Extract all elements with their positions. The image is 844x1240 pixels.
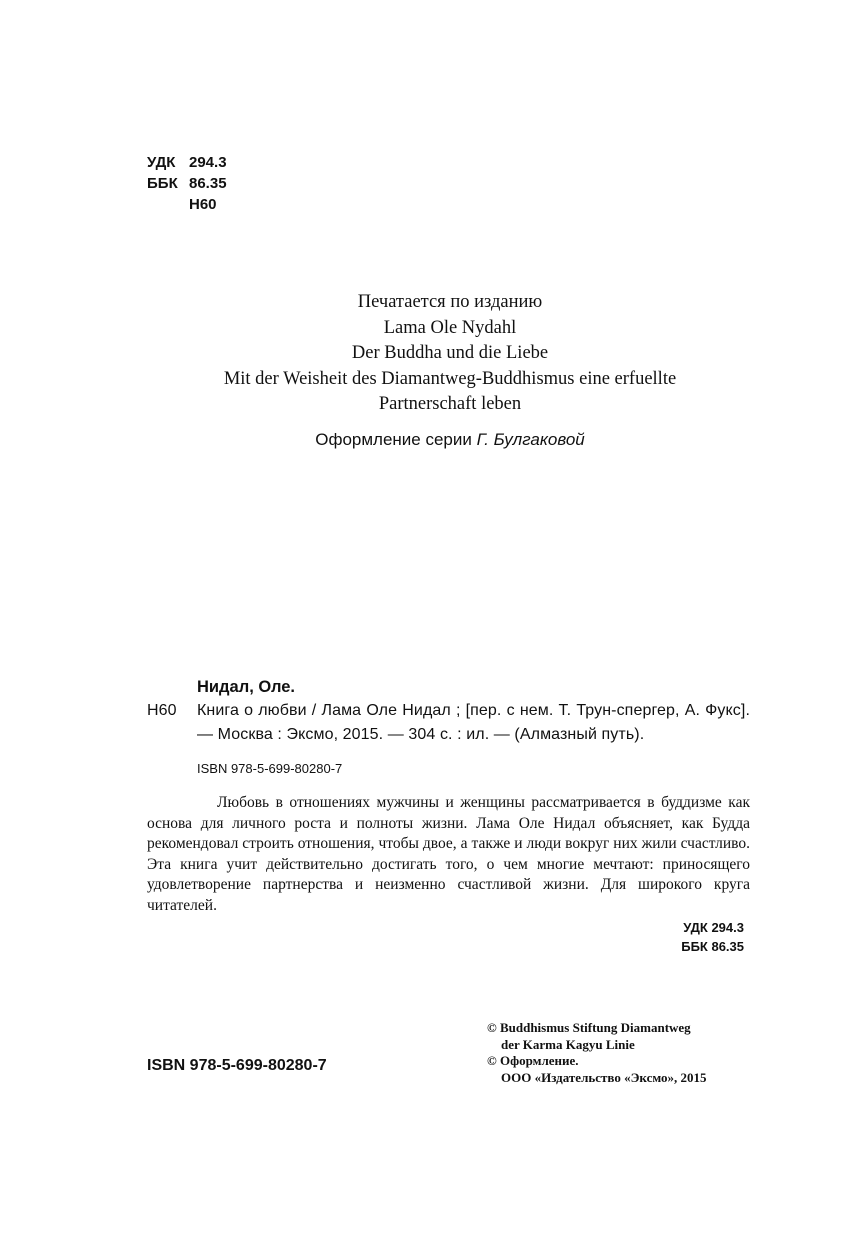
bbk-label: ББК: [147, 175, 178, 192]
series-design-credit: [100, 428, 800, 452]
bbk-value: 86.35: [189, 175, 227, 192]
record-classification: [147, 918, 750, 956]
isbn-footer: ISBN 978-5-699-80280-7: [147, 1057, 327, 1074]
record-code: Н60: [147, 702, 177, 719]
udk-row: [147, 152, 227, 173]
original-edition-line: Partnerschaft leben: [378, 394, 522, 414]
author-sign: Н60: [189, 196, 217, 213]
original-edition-block: [100, 290, 800, 418]
series-design-label: Оформление серии: [315, 430, 472, 449]
original-edition-line: Mit der Weisheit des Diamantweg-Buddhismus eine erfuellte: [223, 368, 677, 389]
record-annotation: Любовь в отношениях мужчины и женщины рассматривается в буддизме как основа для личного роста и полноты жизни. Лама Оле Нидал объясняет, как Будда рекомендовал строить отношения, чтобы двое, а также и люди вокруг них жили счастливо. Эта книга учит действительно достигать того, о чем многие мечтают: приносящего удовлетворение партнерства и неизменно счастливой жизни. Для широкого круга читателей.: [147, 794, 750, 914]
record-entry: [147, 699, 750, 747]
record-author: Нидал, Оле.: [197, 678, 296, 696]
record-isbn: ISBN 978-5-699-80280-7: [197, 761, 343, 776]
udk-label: УДК: [147, 154, 176, 171]
copyright-block: [487, 1020, 767, 1086]
record-udk: УДК 294.3: [683, 920, 744, 935]
copyright-line: ООО «Издательство «Эксмо», 2015: [501, 1069, 707, 1085]
record-description: Книга о любви / Лама Оле Нидал ; [пер. с нем. Т. Трун-спергер, А. Фукс]. — Москва : Эксмо, 2015. — 304 с. : ил. — (Алмазный путь).: [197, 702, 750, 743]
copyright-line: © Buddhismus Stiftung Diamantweg: [487, 1020, 691, 1035]
bbk-row: [147, 173, 227, 194]
author-sign-row: [147, 194, 227, 215]
original-edition-line: Der Buddha und die Liebe: [351, 343, 549, 363]
original-edition-line: Lama Ole Nydahl: [383, 317, 517, 338]
original-edition-line: Печатается по изданию: [357, 292, 543, 312]
classification-block: [147, 152, 227, 215]
series-designer-name: Г. Булгаковой: [476, 430, 585, 449]
copyright-line: © Оформление.: [487, 1053, 579, 1068]
udk-value: 294.3: [189, 154, 227, 171]
record-bbk: ББК 86.35: [681, 939, 744, 954]
bibliographic-record: [147, 675, 750, 956]
copyright-line: der Karma Kagyu Linie: [501, 1036, 635, 1052]
